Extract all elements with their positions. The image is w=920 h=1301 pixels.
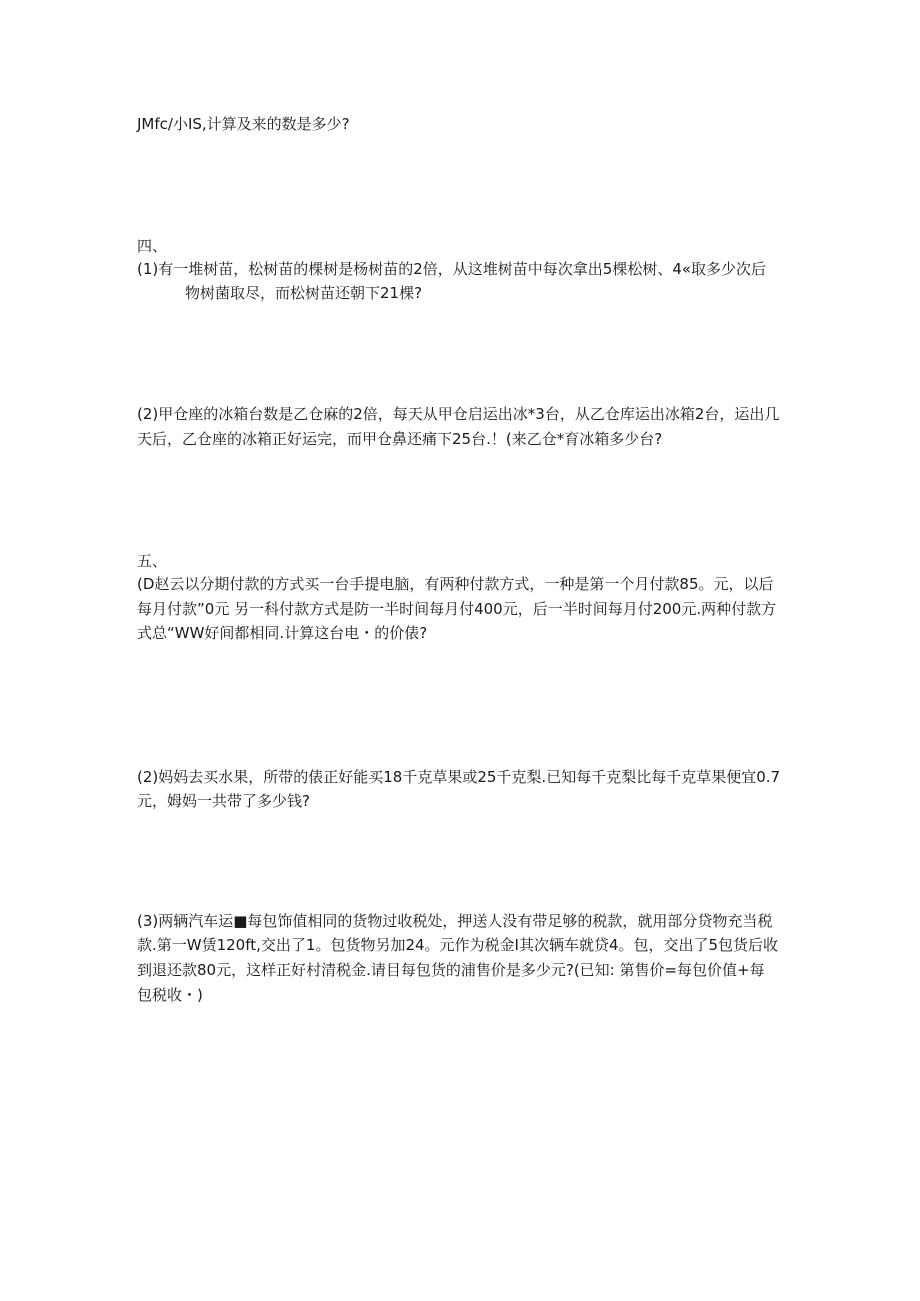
intro-question-line-1: JMfc/小IS,计算及来的数是多少? <box>137 115 350 133</box>
section-5-q1-line-3: 式总“WW好间都相同.计算这台电・的价俵? <box>137 624 428 642</box>
section-5-q2-line-2: 元，姆妈一共带了多少钱? <box>137 792 310 810</box>
section-5-heading: 五、 <box>137 552 168 570</box>
section-5-q3-line-1: (3)两辆汽车运■每包饰值相同的货物过收税处，押送人没有带足够的税款，就用部分贷物充当税 <box>137 912 773 930</box>
section-5-q3-line-4: 包税收・) <box>137 986 203 1004</box>
section-5-q2-line-1: (2)妈妈去买水果，所带的俵正好能买18千克草果或25千克梨.已知每千克梨比每千克草果便宜0.7 <box>137 768 781 786</box>
section-5-q1-line-1: (D赵云以分期付款的方式买一台手提电脑，有两种付款方式，一种是第一个月付款85。元，以后 <box>137 575 774 593</box>
section-4-q2-line-1: (2)甲仓座的冰箱台数是乙仓麻的2倍，每天从甲仓启运出冰*3台，从乙仓库运出冰箱2台，运出几 <box>137 405 780 423</box>
section-5-q1-line-2: 每月付款”0元 另一科付款方式是防一半时间每月付400元，后一半时间每月付200元.两种付款方 <box>137 600 777 618</box>
section-5-q3-line-2: 款.第一W赁120ft,交出了1。包货物另加24。元作为税金I其次辆车就贷4。包，交出了5包货后收 <box>137 936 779 954</box>
section-4-q2-line-2: 天后，乙仓座的冰箱正好运完，而甲仓鼻还痛下25台.！(来乙仓*育冰箱多少台? <box>137 430 663 448</box>
section-4-q1-line-1: (1)有一堆树苗，松树苗的棵树是杨树苗的2倍，从这堆树苗中每次拿出5棵松树、4«取多少次后 <box>137 260 767 278</box>
section-5-q3-line-3: 到退还款80元，这样正好村清税金.请目每包货的浦售价是多少元?(已知: 第售价=每包价值+每 <box>137 961 765 979</box>
section-4-q1-line-2: 物树菌取尽，而松树苗还朝下21棵? <box>185 284 423 302</box>
section-4-heading: 四、 <box>137 237 168 255</box>
